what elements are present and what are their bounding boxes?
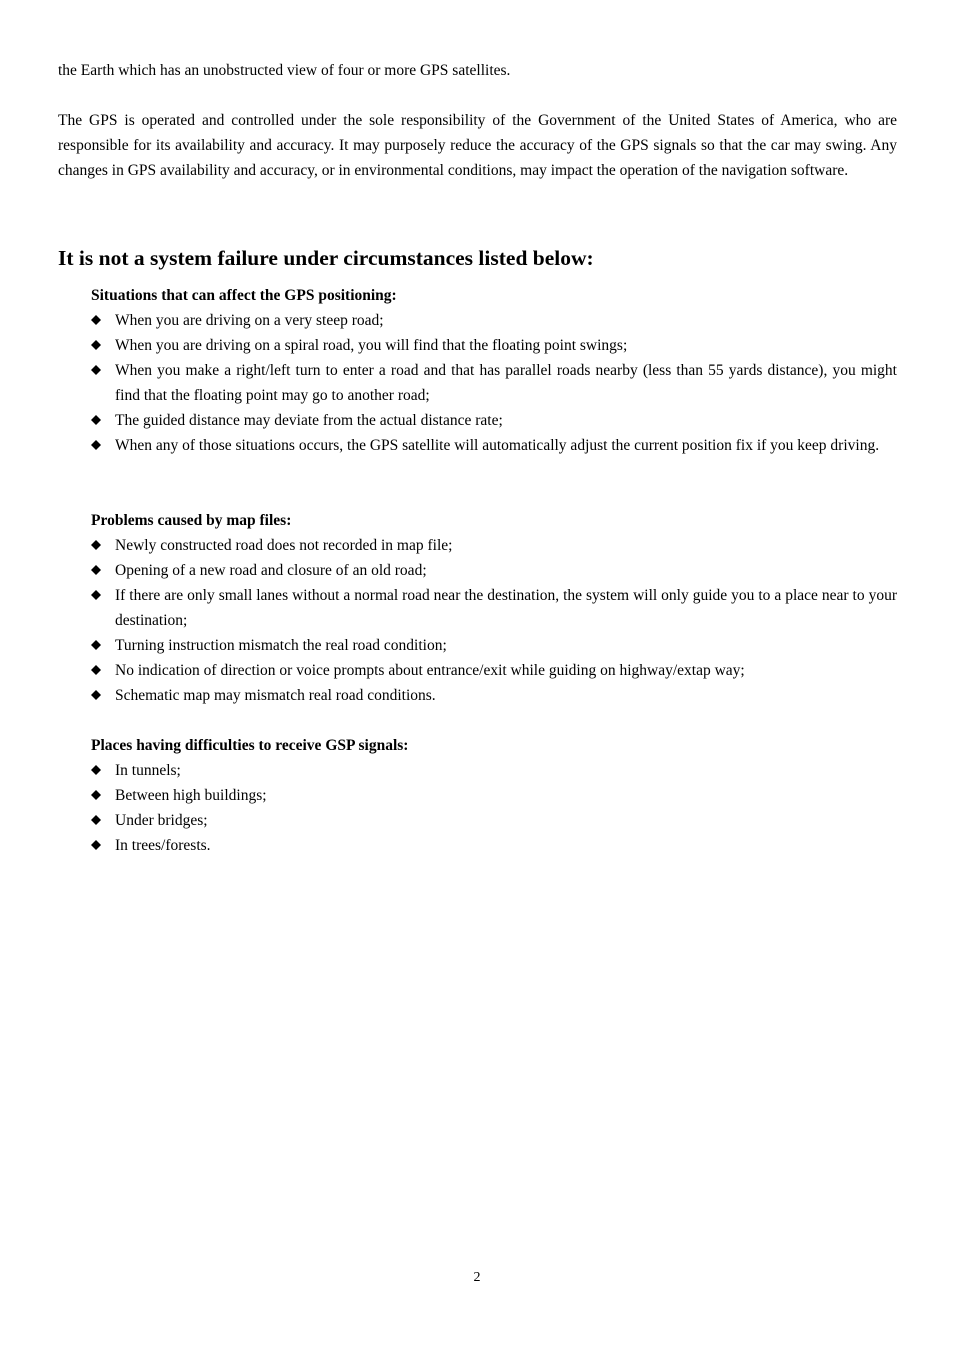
section-title: Problems caused by map files: (91, 512, 292, 529)
section-heading: It is not a system failure under circumstances listed below: (58, 246, 594, 270)
section-map-files (91, 508, 897, 708)
diamond-bullet-icon (91, 815, 101, 825)
list-item-text: Between high buildings; (115, 787, 267, 804)
list-item (91, 808, 897, 833)
list-item-text: Turning instruction mismatch the real road condition; (115, 637, 447, 654)
list-item-text: When you make a right/left turn to enter a road and that has parallel roads nearby (less than 55 yards distance), you might find that the floating point may go to another road; (115, 362, 897, 404)
diamond-bullet-icon (91, 790, 101, 800)
list-item (91, 408, 897, 433)
diamond-bullet-icon (91, 590, 101, 600)
diamond-bullet-icon (91, 365, 101, 375)
list-item (91, 558, 897, 583)
list-item-text: No indication of direction or voice prompts about entrance/exit while guiding on highway/extap way; (115, 662, 745, 679)
diamond-bullet-icon (91, 540, 101, 550)
list-item-text: If there are only small lanes without a normal road near the destination, the system will only guide you to a place near to your destination; (115, 587, 897, 629)
list-item-text: Under bridges; (115, 812, 208, 829)
list-item (91, 308, 897, 333)
section-title: Places having difficulties to receive GSP signals: (91, 737, 409, 754)
section-gps-positioning (91, 283, 897, 458)
list-item (91, 433, 897, 458)
list-item (91, 658, 897, 683)
list-item-text: In tunnels; (115, 762, 181, 779)
list-item (91, 583, 897, 633)
list-item-text: The guided distance may deviate from the actual distance rate; (115, 412, 503, 429)
bullet-list (91, 308, 897, 458)
list-item-text: When you are driving on a spiral road, you will find that the floating point swings; (115, 337, 628, 354)
list-item (91, 633, 897, 658)
diamond-bullet-icon (91, 440, 101, 450)
diamond-bullet-icon (91, 340, 101, 350)
section-title: Situations that can affect the GPS positioning: (91, 287, 397, 304)
list-item-text: Newly constructed road does not recorded in map file; (115, 537, 453, 554)
diamond-bullet-icon (91, 565, 101, 575)
page-number: 2 (473, 1270, 481, 1285)
list-item-text: Schematic map may mismatch real road conditions. (115, 687, 436, 704)
list-item-text: Opening of a new road and closure of an old road; (115, 562, 427, 579)
list-item-text: When any of those situations occurs, the GPS satellite will automatically adjust the current position fix if you keep driving. (115, 437, 880, 454)
bullet-list (91, 758, 897, 858)
diamond-bullet-icon (91, 840, 101, 850)
list-item-text: In trees/forests. (115, 837, 211, 854)
diamond-bullet-icon (91, 665, 101, 675)
diamond-bullet-icon (91, 415, 101, 425)
diamond-bullet-icon (91, 690, 101, 700)
bullet-list (91, 533, 897, 708)
section-signal-difficulties (91, 733, 897, 858)
list-item (91, 533, 897, 558)
intro-continuation: the Earth which has an unobstructed view of four or more GPS satellites. (58, 62, 511, 79)
diamond-bullet-icon (91, 315, 101, 325)
list-item (91, 833, 897, 858)
list-item (91, 358, 897, 408)
list-item (91, 333, 897, 358)
diamond-bullet-icon (91, 640, 101, 650)
diamond-bullet-icon (91, 765, 101, 775)
list-item (91, 683, 897, 708)
list-item (91, 783, 897, 808)
intro-paragraph: The GPS is operated and controlled under the sole responsibility of the Government of the United States of America, who are responsible for its availability and accuracy. It may purposely reduce the accuracy of the GPS signals so that the car may swing. Any changes in GPS availability and accuracy, or in environmental conditions, may impact the operation of the navigation software. (58, 112, 897, 179)
list-item-text: When you are driving on a very steep road; (115, 312, 384, 329)
list-item (91, 758, 897, 783)
